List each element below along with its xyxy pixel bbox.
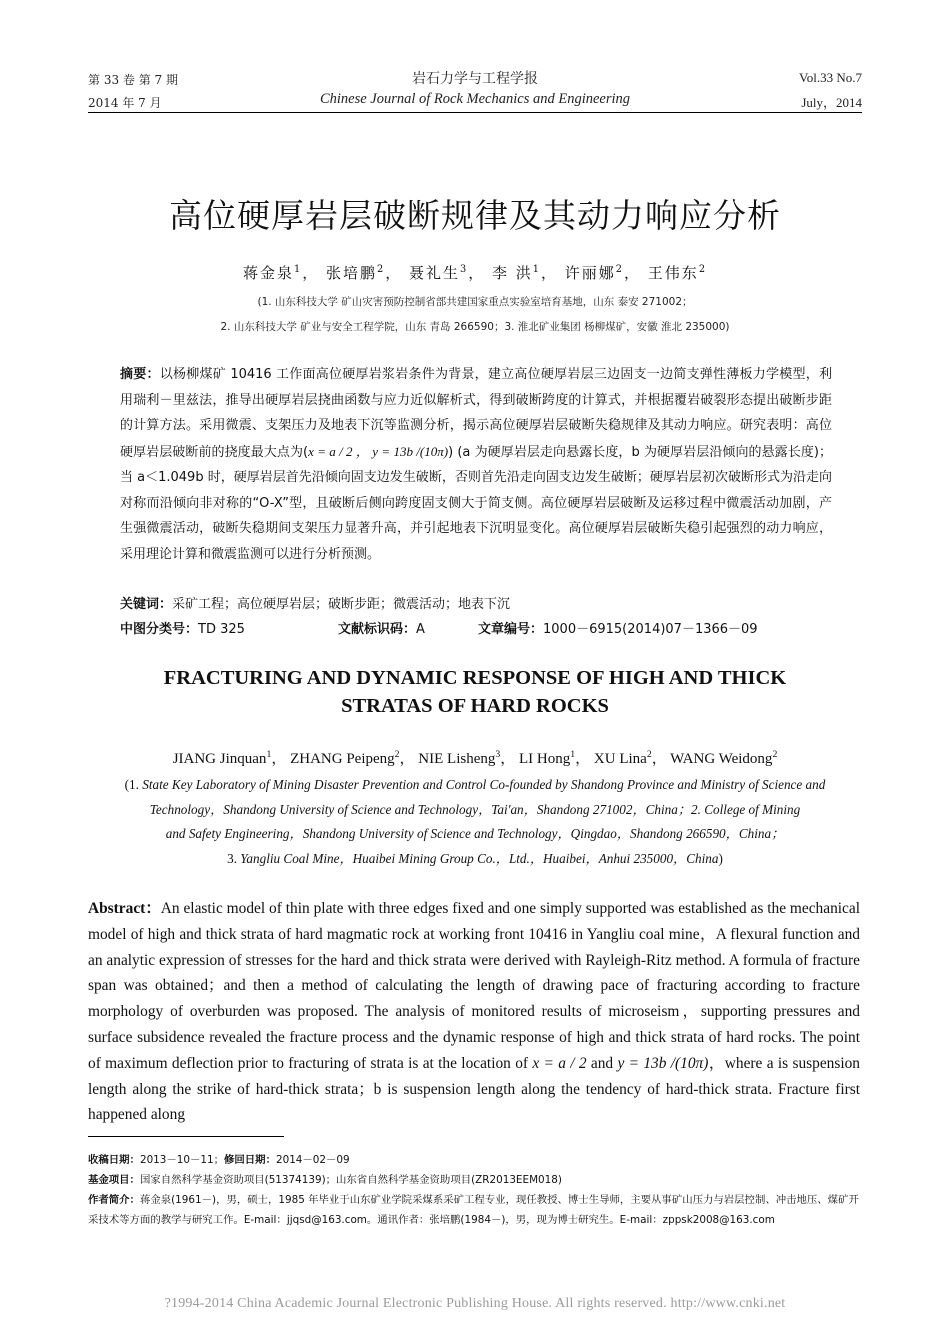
author-name: JIANG Jinquan (172, 751, 267, 767)
affiliation-cn-line2: 2. 山东科技大学 矿业与安全工程学院，山东 青岛 266590；3. 淮北矿业集团 杨柳煤矿，安徽 淮北 235000) (220, 321, 730, 333)
date-en: July，2014 (801, 95, 862, 110)
footnote-fund: 基金项目：国家自然科学基金资助项目(51374139)；山东省自然科学基金资助项目(ZR2013EEM018) (88, 1174, 562, 1186)
abstract-en-label: Abstract： (88, 900, 161, 917)
paper-title-en: FRACTURING AND DYNAMIC RESPONSE OF HIGH AND THICK STRATAS OF HARD ROCKS (163, 667, 787, 717)
author-name: XU Lina (593, 751, 647, 767)
journal-name-cn: 岩石力学与工程学报 (412, 71, 538, 87)
author-name: WANG Weidong (670, 751, 773, 767)
date-cn: 2014 年 7 月 (88, 96, 162, 110)
keywords-cn: 关键词：采矿工程；高位硬厚岩层；破断步距；微震活动；地表下沉 (120, 597, 511, 612)
affiliations-en: (1. State Key Laboratory of Mining Disaster Prevention and Control Co-founded by Shandong Province and Ministry of Science and Technology，Shandong University of Science and Technology，Tai'an，Shandong 271002，China；2. College of Mining and Safety Engineering，Shandong University of Science and Technology，Qingdao，Shandong 266590，China； 3. Yangliu Coal Mine，Huaibei Mining Group Co.，Ltd.，Huaibei，Anhui 235000，China) (124, 777, 826, 866)
author-name: 蒋金泉 (242, 264, 294, 282)
formula-max-deflection: x = a / 2 ， y = 13b /(10π) (308, 443, 449, 459)
footnote-rule (88, 1136, 284, 1137)
volume-issue-cn: 第 33 卷 第 7 期 (88, 73, 178, 87)
footnote-dates: 收稿日期：2013－10－11；修回日期：2014－02－09 (88, 1154, 350, 1166)
author-name: 许丽娜 (564, 264, 616, 282)
header-rule (88, 112, 862, 113)
author-name: ZHANG Peipeng (290, 751, 395, 767)
author-name: 张培鹏 (325, 264, 377, 282)
authors-en: JIANG Jinquan$^1$， ZHANG Peipeng$^2$， NIE Lisheng$^3$， LI Hong$^1$， XU Lina$^2$， WANG Weidong$^2$ (172, 749, 778, 767)
author-name: 聂礼生 (408, 264, 460, 282)
author-name: NIE Lisheng (418, 751, 496, 767)
footnote-author-bio: 作者简介：蒋金泉(1961－)，男，硕士，1985 年毕业于山东矿业学院采煤系采矿工程专业，现任教授、博士生导师，主要从事矿山压力与岩层控制、冲击地压、煤矿开采技术等方面的教学与研究工作。E-mail：jjqsd@163.com。通讯作者：张培鹏(1984－)，男，现为博士研究生。E-mail：zppsk2008@163.com (88, 1194, 859, 1226)
volume-issue-en: Vol.33 No.7 (799, 70, 862, 85)
author-name: 王伟东 (647, 264, 699, 282)
abstract-cn: 摘要：以杨柳煤矿 10416 工作面高位硬厚岩浆岩条件为背景，建立高位硬厚岩层三边固支一边简支弹性薄板力学模型，利用瑞利－里兹法，推导出硬厚岩层挠曲函数与应力近似解析式，得到破断跨度的计算式，并根据覆岩破裂形态提出破断步距的计算方法。采用微震、支架压力及地表下沉等监测分析，揭示高位硬厚岩层破断失稳规律及其动力响应。研究表明：高位硬厚岩层破断前的挠度最大点为(x = a / 2 ， y = 13b /(10π)) (a 为硬厚岩层走向悬露长度，b 为硬厚岩层沿倾向的悬露长度)；当 a＜1.049b 时，硬厚岩层首先沿倾向固支边发生破断，否则首先沿走向固支边发生破断；硬厚岩层初次破断形式为沿走向对称而沿倾向非对称的“O-X”型，且破断后侧向跨度固支侧大于简支侧。高位硬厚岩层破断及运移过程中微震活动加剧，产生强微震活动，破断失稳期间支架压力显著升高，并引起地表下沉明显变化。高位硬厚岩层破断失稳引起强烈的动力响应，采用理论计算和微震监测可以进行分析预测。 (120, 367, 832, 562)
paper-title-cn: 高位硬厚岩层破断规律及其动力响应分析 (169, 196, 781, 235)
authors-cn: 蒋金泉$^1$， 张培鹏$^2$， 聂礼生$^3$， 李 洪$^1$， 许丽娜$^2$， 王伟东$^2$ (242, 264, 708, 282)
affiliation-cn-line1: (1. 山东科技大学 矿山灾害预防控制省部共建国家重点实验室培育基地，山东 泰安 271002； (257, 296, 693, 308)
journal-name-en: Chinese Journal of Rock Mechanics and Engineering (319, 91, 631, 107)
abstract-cn-label: 摘要： (120, 367, 160, 382)
copyright-footer: ?1994-2014 China Academic Journal Electronic Publishing House. All rights reserved. http://www.cnki.net (164, 1296, 786, 1311)
abstract-en: Abstract：An elastic model of thin plate with three edges fixed and one simply supported was established as the mechanical model of high and thick strata of hard magmatic rock at working front 10416 in Yangliu coal mine，A flexural function and an analytic expression of stresses for the hard and thick strata were derived with Rayleigh-Ritz method. A formula of fracture span was obtained；and then a method of calculating the length of drawing pace of fracturing according to fracture morphology of overburden was proposed. The analysis of monitored results of microseism，supporting pressures and surface subsidence revealed the fracture process and the dynamic response of high and thick strata of hard rocks. The point of maximum deflection prior to fracturing of strata is at the location of x = a / 2 and y = 13b /(10π)，where a is suspension length along the strike of hard-thick strata；b is suspension length along the tendency of hard-thick strata. Fracture first happened along (88, 900, 861, 1124)
author-name: LI Hong (519, 751, 571, 767)
author-name: 李 洪 (492, 264, 533, 282)
